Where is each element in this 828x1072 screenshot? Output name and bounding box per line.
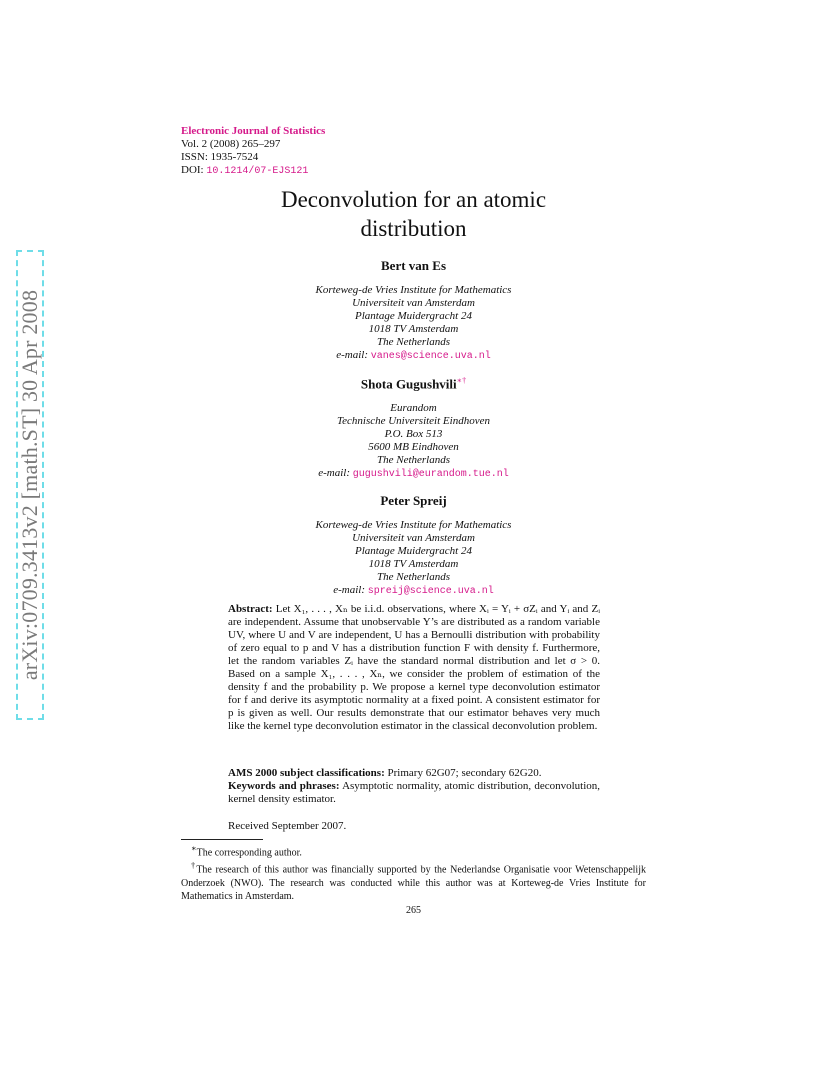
affiliation-line: Plantage Muidergracht 24 [355, 545, 472, 557]
author-name [181, 493, 646, 509]
ams-classification [228, 767, 600, 780]
footnote-text: The research of this author was financially supported by the Nederlandse Organisatie voor Wetenschappelijk Onderzoek (NWO). The research was conducted while this author was at Korteweg-de Vries Institute for Mathematics in Amsterdam. [181, 864, 646, 902]
footnote-2 [181, 859, 646, 902]
footnote-mark: ∗ [191, 844, 197, 853]
email-line [181, 349, 646, 363]
author-block-2 [181, 376, 646, 481]
affiliation-line: Eurandom [390, 402, 437, 415]
ams-label: AMS 2000 subject classifications: [228, 767, 385, 779]
abstract [228, 603, 600, 733]
affiliation-line: P.O. Box 513 [384, 428, 443, 441]
affiliation-line: Plantage Muidergracht 24 [355, 310, 472, 322]
keywords-text: Asymptotic normality, atomic distribution, deconvolution, kernel density estimator. [228, 780, 600, 805]
received-date: Received September 2007. [228, 820, 347, 832]
abstract-label: Abstract: [228, 603, 273, 615]
affiliation-line: The Netherlands [376, 571, 451, 583]
footnote-text: The corresponding author. [196, 847, 302, 859]
affiliation-line: Technische Universiteit Eindhoven [337, 415, 490, 428]
author-block-3 [181, 493, 646, 598]
affiliation-line: 5600 MB Eindhoven [368, 441, 459, 454]
author-name-text: Shota Gugushvili [360, 376, 457, 392]
author-name [181, 258, 646, 274]
email-label: e-mail: [318, 467, 353, 480]
email-label: e-mail: [336, 349, 371, 361]
abstract-text: Let X₁, . . . , Xₙ be i.i.d. observations, where Xᵢ = Yᵢ + σZᵢ and Yᵢ and Zᵢ are independent. Assume that unobservable Y’s are distributed as a random variable UV, where U and V are independent, U has a Bernoulli distribution with probability of zero equal to p and V has a distribution function F with density f. Furthermore, let the random variables Zᵢ have the standard normal distribution and let σ > 0. Based on a sample X₁, . . . , Xₙ, we consider the problem of estimation of the density f and the probability p. We propose a kernel type deconvolution estimator for f and derive its asymptotic normality at a fixed point. A consistent estimator for p is given as well. Our results demonstrate that our estimator behaves very much like the kernel type deconvolution estimator in the classical deconvolution problem. [228, 603, 601, 732]
affiliation-line: The Netherlands [376, 336, 451, 348]
journal-name[interactable]: Electronic Journal of Statistics [181, 125, 326, 137]
affiliation-line: 1018 TV Amsterdam [368, 323, 459, 335]
email-link[interactable]: spreij@science.uva.nl [367, 586, 494, 597]
paper-title [181, 185, 646, 243]
doi-info [181, 164, 325, 178]
footnotes [181, 842, 646, 903]
footnote-marks[interactable]: ∗† [456, 376, 467, 385]
volume-info: Vol. 2 (2008) 265–297 [181, 138, 281, 150]
arxiv-stamp [16, 250, 44, 720]
author-name-text: Bert van Es [381, 258, 446, 273]
email-label: e-mail: [333, 584, 368, 596]
keywords-label: Keywords and phrases: [228, 780, 340, 792]
ams-text: Primary 62G07; secondary 62G20. [387, 767, 542, 779]
footnote-1 [181, 842, 646, 859]
page-number: 265 [406, 905, 421, 916]
doi-link[interactable]: 10.1214/07-EJS121 [206, 166, 309, 177]
author-name [181, 376, 646, 392]
doi-label: DOI: [181, 164, 207, 176]
author-block-1 [181, 258, 646, 363]
footnote-divider [181, 839, 263, 840]
affiliation-line: Korteweg-de Vries Institute for Mathematics [315, 284, 512, 296]
issn-info: ISSN: 1935-7524 [181, 151, 259, 163]
footnote-mark: † [191, 861, 197, 871]
email-link[interactable]: gugushvili@eurandom.tue.nl [352, 469, 509, 481]
title-line-1: Deconvolution for an atomic [280, 187, 547, 212]
affiliation-line: Korteweg-de Vries Institute for Mathematics [315, 519, 512, 531]
title-line-2: distribution [360, 216, 467, 241]
keywords [228, 780, 600, 806]
affiliation-line: Universiteit van Amsterdam [352, 532, 475, 544]
email-line [181, 467, 646, 481]
journal-header [181, 125, 325, 178]
arxiv-stamp-text: arXiv:0709.3413v2 [math.ST] 30 Apr 2008 [17, 289, 42, 681]
author-name-text: Peter Spreij [380, 493, 447, 508]
email-line [181, 584, 646, 598]
affiliation-line: Universiteit van Amsterdam [352, 297, 475, 309]
affiliation-line: 1018 TV Amsterdam [368, 558, 459, 570]
classification-block [228, 767, 600, 806]
affiliation-line: The Netherlands [376, 454, 451, 467]
email-link[interactable]: vanes@science.uva.nl [370, 351, 491, 362]
